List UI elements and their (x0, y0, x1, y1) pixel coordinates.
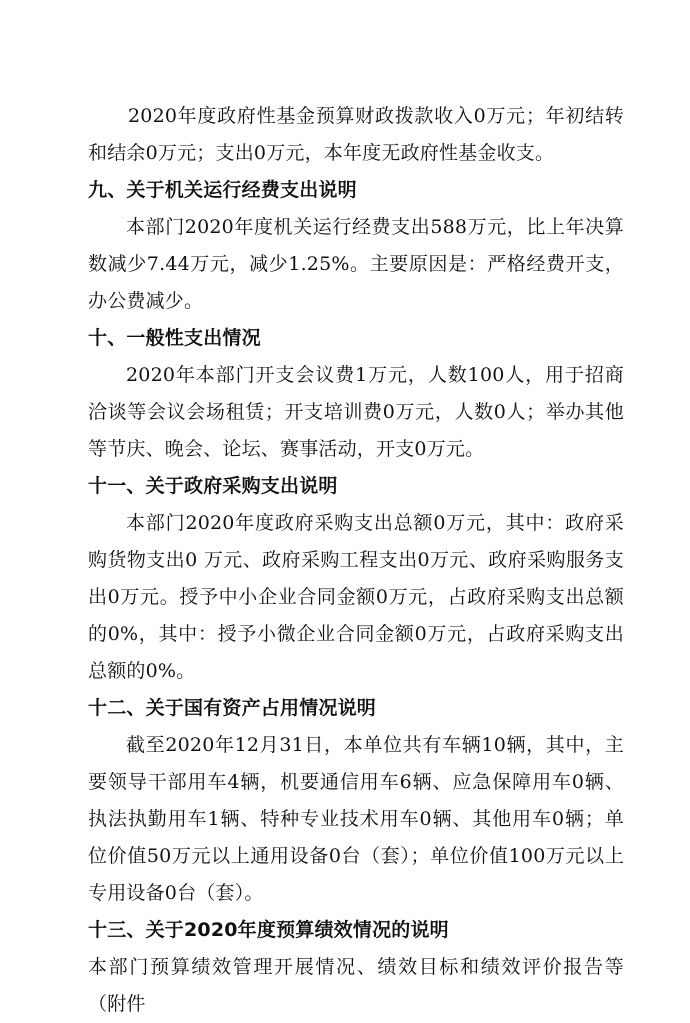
section-heading-10: 十、一般性支出情况 (88, 327, 261, 349)
section-heading-11: 十一、关于政府采购支出说明 (88, 475, 338, 497)
section-body-10: 2020年本部门开支会议费1万元，人数100人，用于招商洽谈等会议会场租赁；开支培训费0万元，人数0人；举办其他等节庆、晚会、论坛、赛事活动，开支0万元。 (88, 364, 624, 460)
section-body-13: 本部门预算绩效管理开展情况、绩效目标和绩效评价报告等（附件 (88, 956, 624, 1015)
section-heading-9: 九、关于机关运行经费支出说明 (88, 179, 357, 201)
intro-paragraph: 2020年度政府性基金预算财政拨款收入0万元；年初结转和结余0万元；支出0万元，本年度无政府性基金收支。 (88, 105, 624, 164)
section-body-9: 本部门2020年度机关运行经费支出588万元，比上年决算数减少7.44万元，减少1.25%。主要原因是：严格经费开支，办公费减少。 (88, 216, 624, 312)
section-heading-13: 十三、关于2020年度预算绩效情况的说明 (88, 919, 449, 941)
section-body-12: 截至2020年12月31日，本单位共有车辆10辆，其中，主要领导干部用车4辆，机要通信用车6辆、应急保障用车0辆、执法执勤用车1辆、特种专业技术用车0辆、其他用车0辆；单位价值50万元以上通用设备0台（套）；单位价值100万元以上专用设备0台（套）。 (88, 734, 624, 904)
section-heading-12: 十二、关于国有资产占用情况说明 (88, 697, 377, 719)
section-body-11: 本部门2020年度政府采购支出总额0万元，其中：政府采购货物支出0 万元、政府采购工程支出0万元、政府采购服务支出0万元。授予中小企业合同金额0万元，占政府采购支出总额的0%，其中：授予小微企业合同金额0万元，占政府采购支出总额的0%。 (88, 512, 624, 682)
